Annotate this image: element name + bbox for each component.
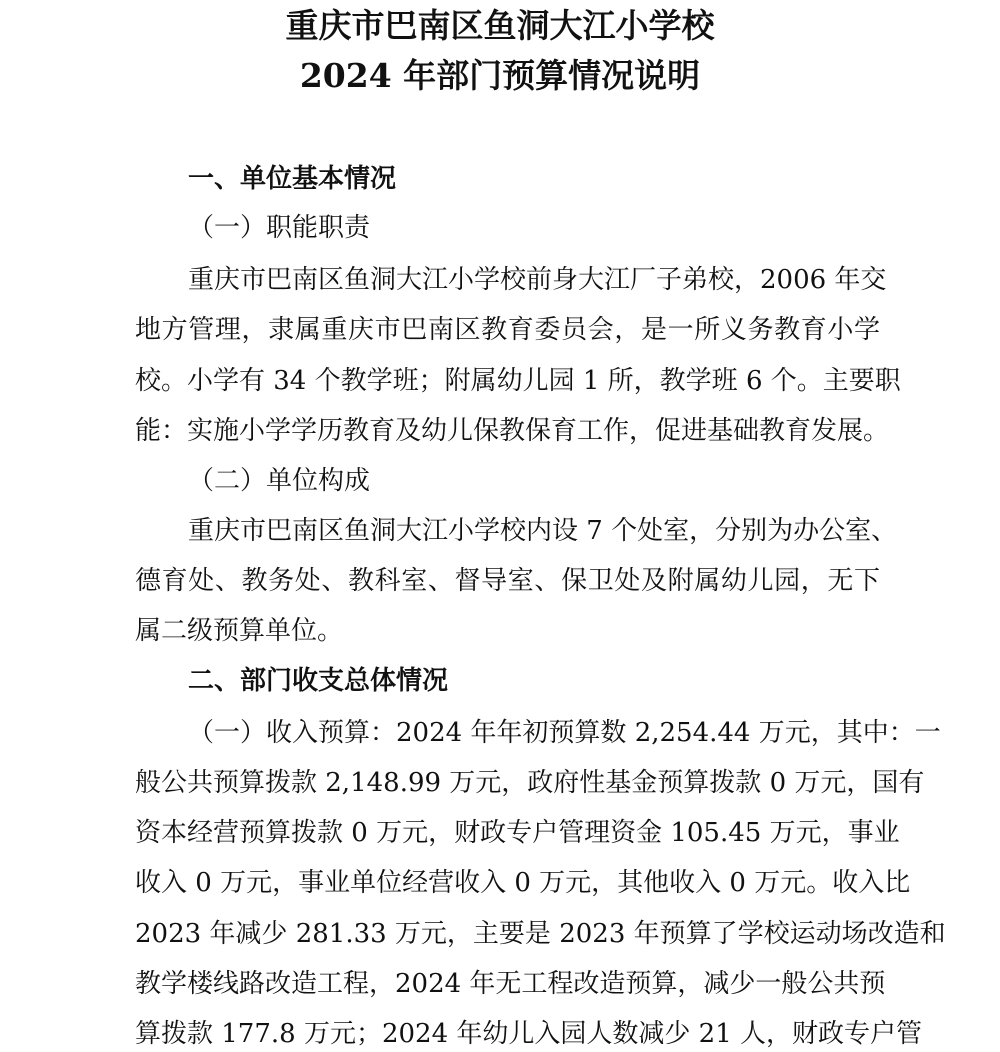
paragraph-line: 能：实施小学学历教育及幼儿保教保育工作，促进基础教育发展。 <box>135 416 890 446</box>
paragraph-line: 2023 年减少 281.33 万元，主要是 2023 年预算了学校运动场改造和 <box>135 919 946 949</box>
paragraph-line: 属二级预算单位。 <box>135 616 344 646</box>
paragraph-line: 般公共预算拨款 2,148.99 万元，政府性基金预算拨款 0 万元，国有 <box>135 768 925 798</box>
paragraph-line: （一）收入预算：2024 年年初预算数 2,254.44 万元，其中：一 <box>188 718 941 748</box>
paragraph-line: 校。小学有 34 个教学班；附属幼儿园 1 所，教学班 6 个。主要职 <box>135 366 901 396</box>
paragraph-line: 地方管理，隶属重庆市巴南区教育委员会，是一所义务教育小学 <box>135 315 880 345</box>
document-title-line-1: 重庆市巴南区鱼洞大江小学校 <box>285 6 715 45</box>
section-heading-2: 二、部门收支总体情况 <box>188 666 449 696</box>
document-title-line-2: 2024 年部门预算情况说明 <box>299 56 701 95</box>
section-heading-1: 一、单位基本情况 <box>188 164 397 194</box>
paragraph-line: 资本经营预算拨款 0 万元，财政专户管理资金 105.45 万元，事业 <box>135 818 900 848</box>
paragraph-line: 德育处、教务处、教科室、督导室、保卫处及附属幼儿园，无下 <box>135 566 880 596</box>
subsection-heading-1-2: （二）单位构成 <box>188 466 371 496</box>
paragraph-line: 重庆市巴南区鱼洞大江小学校内设 7 个处室，分别为办公室、 <box>188 516 898 546</box>
paragraph-line: 教学楼线路改造工程，2024 年无工程改造预算，减少一般公共预 <box>135 969 886 999</box>
paragraph-line: 重庆市巴南区鱼洞大江小学校前身大江厂子弟校，2006 年交 <box>188 265 887 295</box>
subsection-heading-1-1: （一）职能职责 <box>188 213 371 243</box>
paragraph-line: 收入 0 万元，事业单位经营收入 0 万元，其他收入 0 万元。收入比 <box>135 868 911 898</box>
paragraph-line: 算拨款 177.8 万元；2024 年幼儿入园人数减少 21 人，财政专户管 <box>135 1019 923 1049</box>
